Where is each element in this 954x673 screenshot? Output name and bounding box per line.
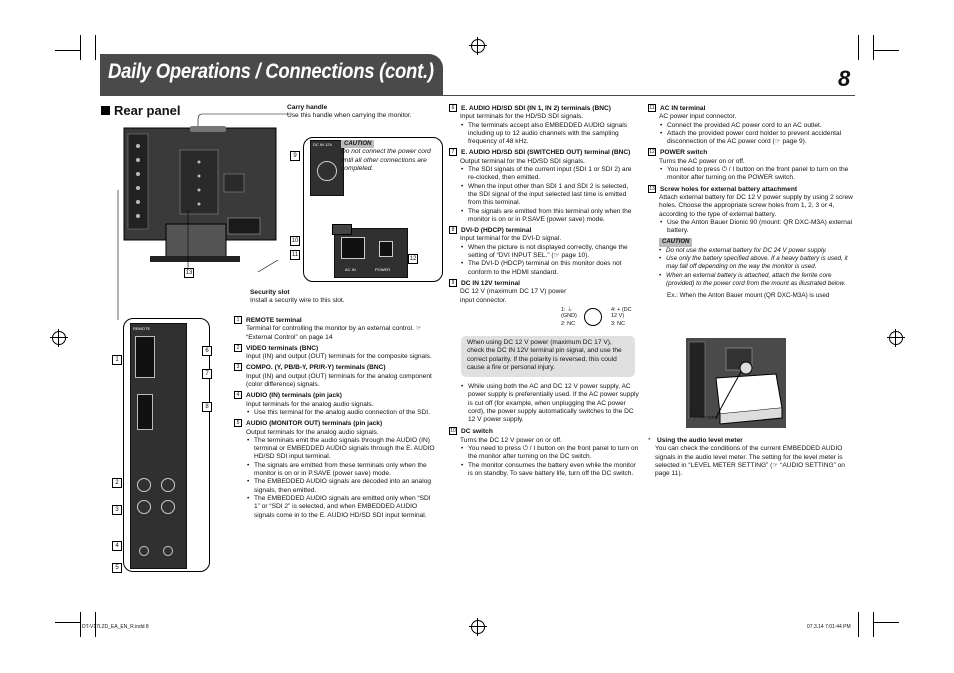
crop-mark bbox=[55, 622, 80, 623]
square-bullet-icon bbox=[101, 106, 110, 115]
dc-in-area: DC IN 12V bbox=[310, 140, 344, 196]
pin-connector-icon bbox=[584, 308, 602, 326]
connector-panel: REMOTE bbox=[130, 323, 187, 569]
remote-terminal[interactable] bbox=[135, 336, 155, 378]
callout-6: 6 bbox=[202, 346, 212, 356]
audio-jack[interactable] bbox=[163, 546, 173, 556]
page-title: Daily Operations / Connections (cont.) bbox=[108, 60, 434, 83]
audio-level-meter-note: * Using the audio level meter You can check the conditions of the current EMBEDDED AUDIO signals in the audio level meter. The setting for the level meter is selected in “LEVEL METER SETTING” (☞ “AUDIO SETTING” on page 11). bbox=[648, 437, 845, 478]
item-1: 1 REMOTE terminal Terminal for controlling the monitor by an external control. ☞ “External Control” on page 14 bbox=[234, 316, 438, 342]
crop-mark bbox=[874, 50, 899, 51]
video-bnc[interactable] bbox=[161, 478, 175, 492]
battery-caution: CAUTION • Do not use the external battery for DC 24 V power supply. • Use only the battery specified above. If a heavy battery is used, it may fall off depending on the way the monitor is used. • When an external battery is attached, attach the ferrite core (provided) to the power cord from the mount as illustrated below. bbox=[648, 238, 853, 288]
crop-mark bbox=[873, 612, 874, 637]
item-6: 6 E. AUDIO HD/SD SDI (IN 1, IN 2) terminals (BNC) Input terminals for the HD/SD SDI signals. • The terminals accept also EMBEDDED AUDIO signals including up to 12 audio channels with the sampling frequency of 48 kHz. bbox=[449, 104, 639, 146]
dc-pin-diagram: 1: ⏚ (GND) 2: NC 4: + (DC 12 V) 3: NC bbox=[561, 307, 632, 327]
callout-11: 11 bbox=[291, 252, 299, 258]
column-3: 11 AC IN terminal AC power input connector. • Connect the provided AC power cord to an AC outlet. • Attach the provided power cord holder to prevent accidental disconnection of the AC power cord (☞ page 9). 12 POWER switch Turns the AC power on or off. • You need to press ⏻ / I button on the front panel to turn on the monitor after turning on the POWER switch. 13 Screw holes for external battery attachment Attach external battery for DC 12 V power supply by using 2 screw holes. Choose the appropriate screw holes from 1, 2, 3 or 4, according to the type of external battery. • Use the Anton Bauer Dionic 90 (mount: QR DXC-M3A) external battery. CAUTION • Do not use the external battery for DC 24 V power supply. • Use only the battery specified above. If a heavy battery is used, it may fall off depending on the way the monitor is used. • When an external battery is attached, attach the ferrite core (provided) to the power cord from the mount as illustrated below. Ex.: When the Anton Bauer mount (QR DXC-M3A) is used bbox=[648, 104, 853, 301]
video-bnc[interactable] bbox=[137, 478, 151, 492]
item-2: 2 VIDEO terminals (BNC) Input (IN) and output (OUT) terminals for the composite signals. bbox=[234, 344, 438, 362]
leader-line bbox=[108, 190, 298, 330]
item-8: 8 DVI-D (HDCP) terminal Input terminal for the DVI-D signal. • When the picture is not displayed correctly, change the setting of “DVI INPUT SEL.” (☞ page 10). • The DVI-D (HDCP) terminal on this monitor does not conform to the HDMI standard. bbox=[449, 226, 639, 277]
item-7: 7 E. AUDIO HD/SD SDI (SWITCHED OUT) terminal (BNC) Output terminal for the HD/SD SDI signals. • The SDI signals of the current input (SDI 1 or SDI 2) are re-clocked, then emitted. • When the input other than SDI 1 and SDI 2 is selected, the SDI signal of the input selected last time is emitted from this terminal. • The signals are emitted from this terminal only when the monitor is on or in P.SAVE (power save) mode. bbox=[449, 148, 639, 224]
dvi-terminal[interactable] bbox=[137, 394, 153, 430]
crop-mark bbox=[80, 35, 81, 60]
caution-label: CAUTION bbox=[659, 238, 692, 246]
dc-in-connector[interactable] bbox=[317, 161, 337, 181]
footer-timestamp: 07.3.14 7:01:44 PM bbox=[807, 624, 851, 630]
callout-5: 5 bbox=[112, 563, 122, 573]
column-2 bbox=[449, 104, 639, 305]
page-number: 8 bbox=[838, 66, 851, 91]
callout-9: 9 bbox=[290, 151, 300, 161]
ac-in-socket[interactable] bbox=[341, 237, 365, 259]
ac-power-area: AC IN POWER bbox=[334, 228, 408, 278]
audio-jack[interactable] bbox=[139, 546, 149, 556]
compo-bnc[interactable] bbox=[137, 500, 151, 514]
registration-mark-icon bbox=[52, 331, 66, 345]
title-rule bbox=[443, 95, 855, 96]
footer-file-name: DT-V17L2D_EA_EN_R.indd 8 bbox=[82, 624, 149, 630]
security-slot-label: Security slot Install a security wire to this slot. bbox=[250, 289, 345, 305]
item-13: 13 Screw holes for external battery attachment Attach external battery for DC 12 V power supply by using 2 screw holes. Choose the appropriate screw holes from 1, 2, 3 or 4, according to the type of external battery. • Use the Anton Bauer Dionic 90 (mount: QR DXC-M3A) external battery. bbox=[648, 185, 853, 236]
item-5: 5 AUDIO (MONITOR OUT) terminals (pin jack) Output terminals for the analog audio signals. • The terminals emit the audio signals through the AUDIO (IN) terminal or EMBEDDED AUDIO signals through the E. AUDIO HD/SD SDI input terminal. • The signals are emitted from these terminals only when the monitor is on or in P.SAVE (power save) mode. • The EMBEDDED AUDIO signals are decoded into an analog signals, then emitted. • The EMBEDDED AUDIO signals are emitted only when “SDI 1” or “SDI 2” is selected, and when EMBEDDED AUDIO signals come in to the E. AUDIO HD/SD SDI input terminal. bbox=[234, 419, 438, 520]
item-11: 11 AC IN terminal AC power input connector. • Connect the provided AC power cord to an AC outlet. • Attach the provided power cord holder to prevent accidental disconnection of the AC power cord (☞ page 9). bbox=[648, 104, 853, 146]
carry-handle-label: Carry handle Use this handle when carrying the monitor. bbox=[287, 104, 412, 120]
section-heading: Rear panel bbox=[101, 103, 180, 118]
crop-mark bbox=[858, 612, 859, 637]
column-2-lower: • While using both the AC and DC 12 V power supply, AC power supply is preferentially used. If the AC power supply is cut off (for example, when unplugging the AC power cord), the power supply automatically switches to the DC 12 V power supply. 10 DC switch Turns the DC 12 V power on or off. • You need to press ⏻ / I button on the front panel to turn on the monitor after turning on the DC switch. • The monitor consumes the battery even while the monitor is on standby. To save battery life, turn off the DC switch. bbox=[449, 383, 639, 478]
crop-mark bbox=[55, 50, 80, 51]
caution-label: CAUTION bbox=[341, 140, 374, 148]
item-9: 9 DC IN 12V terminal DC 12 V (maximum DC 17 V) power input connector. bbox=[449, 279, 639, 305]
page-title-bar bbox=[100, 54, 443, 96]
crop-mark bbox=[873, 35, 874, 60]
item-12: 12 POWER switch Turns the AC power on or off. • You need to press ⏻ / I button on the front panel to turn on the monitor after turning on the POWER switch. bbox=[648, 148, 853, 182]
ferrite-core-label: Ferrite core bbox=[690, 415, 719, 421]
caution-note: CAUTION Do not connect the power cord until all other connections are completed. bbox=[341, 141, 431, 172]
crop-mark bbox=[858, 35, 859, 60]
callout-13: 13 bbox=[185, 270, 193, 276]
item-3: 3 COMPO. (Y, PB/B-Y, PR/R-Y) terminals (BNC) Input (IN) and output (OUT) terminals for the analog component (color difference) signals. bbox=[234, 363, 438, 389]
connector-panel-figure bbox=[123, 318, 210, 572]
crop-mark bbox=[80, 612, 81, 637]
callout-3: 3 bbox=[112, 505, 122, 515]
column-1 bbox=[234, 316, 438, 520]
callout-10: 10 bbox=[291, 238, 299, 244]
registration-mark-icon bbox=[889, 331, 903, 345]
registration-mark-icon bbox=[471, 620, 485, 634]
power-switch[interactable] bbox=[379, 241, 393, 257]
callout-8: 8 bbox=[202, 402, 212, 412]
crop-mark bbox=[874, 622, 899, 623]
callout-4: 4 bbox=[112, 541, 122, 551]
item-4: 4 AUDIO (IN) terminals (pin jack) Input terminals for the analog audio signals. • Use this terminal for the analog audio connection of the SDI. bbox=[234, 391, 438, 417]
callout-7: 7 bbox=[202, 369, 212, 379]
crop-mark bbox=[95, 35, 96, 60]
callout-1: 1 bbox=[112, 355, 122, 365]
dc-polarity-note: When using DC 12 V power (maximum DC 17 V), check the DC IN 12V terminal pin signal, and use the correct polarity. If the polarity is reversed, this could cause a fire or personal injury. bbox=[461, 336, 635, 377]
compo-bnc[interactable] bbox=[161, 500, 175, 514]
registration-mark-icon bbox=[471, 39, 485, 53]
dc-switch[interactable] bbox=[332, 224, 352, 235]
item-10: 10 DC switch Turns the DC 12 V power on or off. • You need to press ⏻ / I button on the front panel to turn on the monitor after turning on the DC switch. • The monitor consumes the battery even while the monitor is on standby. To save battery life, turn off the DC switch. bbox=[449, 427, 639, 478]
callout-12: 12 bbox=[409, 256, 417, 262]
callout-2: 2 bbox=[112, 478, 122, 488]
